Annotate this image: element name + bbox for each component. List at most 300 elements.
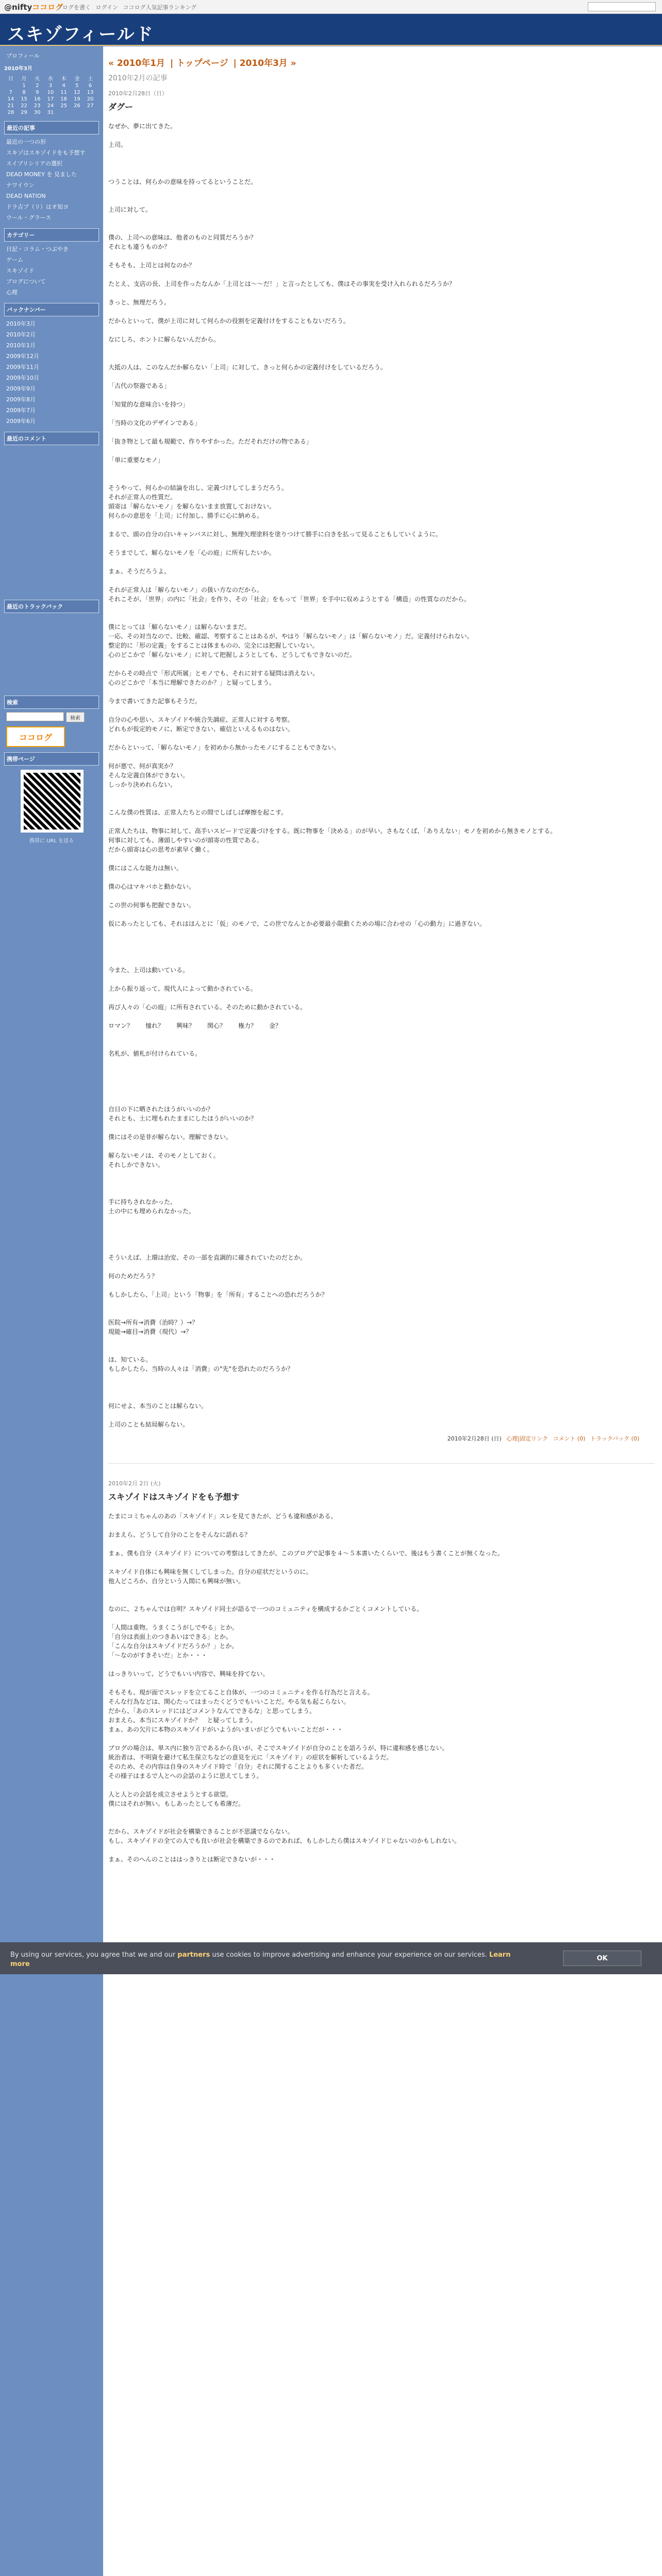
calendar-day[interactable]: 22 bbox=[21, 103, 27, 109]
entry-paragraph-line bbox=[108, 1012, 655, 1021]
entry-paragraph-line: 何にせよ、本当のことは解らない。 bbox=[108, 1402, 208, 1410]
calendar-weekday: 水 bbox=[47, 76, 53, 82]
calendar-day[interactable]: 24 bbox=[47, 103, 54, 109]
entry-paragraph-line bbox=[108, 854, 655, 863]
entry-paragraph-line bbox=[108, 196, 655, 205]
entry-paragraph-line bbox=[108, 539, 655, 548]
entry-paragraph-line: 人と人との会話を成立させようとする欲望。 bbox=[108, 1791, 233, 1798]
entry-paragraph-line: それとも、土に埋もれたままにしたほうがいいのか？ bbox=[108, 1115, 257, 1122]
calendar-day[interactable]: 6 bbox=[88, 83, 92, 89]
entry-paragraph-line bbox=[108, 873, 655, 882]
entry-paragraph-line bbox=[108, 613, 655, 622]
calendar-day[interactable]: 4 bbox=[62, 83, 65, 89]
cookie-text-before: By using our services, you agree that we and our bbox=[10, 1951, 176, 1959]
entry-paragraph-line bbox=[108, 891, 655, 901]
top-bar bbox=[0, 0, 662, 14]
calendar-day[interactable]: 20 bbox=[87, 96, 94, 102]
entry-paragraph-line bbox=[108, 1818, 655, 1827]
entry-paragraph-line: そうまでして、解らないモノを「心の庭」に所有したいか。 bbox=[108, 549, 275, 556]
entry-paragraph-line bbox=[108, 659, 655, 669]
recent-article-link[interactable]: DEAD NATION bbox=[6, 193, 46, 199]
entry-paragraph-line: もし、スキゾイドの全ての人でも良いが社会を構築できるのであれば、もしかしたら僕はスキゾイドじゃないのかもしれない。 bbox=[108, 1837, 460, 1844]
calendar-day bbox=[71, 109, 84, 116]
entry-paragraph-line bbox=[108, 1123, 655, 1132]
calendar-day[interactable]: 31 bbox=[47, 110, 54, 115]
recent-article-link[interactable]: ドラ吉ブ（リ）はオ知ヨ bbox=[6, 204, 69, 210]
entry-paragraph-line bbox=[108, 1734, 655, 1743]
entry-paragraph-line bbox=[108, 752, 655, 761]
entry-paragraph-line bbox=[108, 1309, 655, 1318]
search-heading: 検索 bbox=[4, 696, 99, 709]
nifty-logo[interactable] bbox=[4, 2, 63, 12]
entry-paragraph-line bbox=[108, 1170, 655, 1179]
entry-paragraph-line: その様子はまるで人とへの会話のように思えてしまう。 bbox=[108, 1772, 263, 1780]
backnumber-link[interactable]: 2009年6月 bbox=[6, 418, 36, 425]
calendar-day[interactable]: 21 bbox=[7, 103, 14, 109]
recent-article-link[interactable]: ナワイウン bbox=[6, 182, 35, 189]
entry-paragraph-line: だからといって、僕が上司に対して何らかの役割を定義付けをすることもないだろう。 bbox=[108, 317, 350, 325]
entry-date: 2010年2月28日（日） bbox=[108, 90, 168, 97]
calendar-weekday: 金 bbox=[74, 76, 80, 82]
entry-paragraph-line: 上から振り返って、現代人によって動かされている。 bbox=[108, 985, 257, 992]
entry-paragraph-line bbox=[108, 1521, 655, 1530]
entry-paragraph-line bbox=[108, 1030, 655, 1040]
sidebar-search-input[interactable] bbox=[6, 712, 64, 721]
calendar-weekday: 日 bbox=[8, 76, 13, 82]
calendar-weekday: 月 bbox=[21, 76, 27, 82]
entry-paragraph-line: はっきりいって、どうでもいい内容で、興味を持てない。 bbox=[108, 1670, 269, 1677]
calendar-day[interactable]: 28 bbox=[7, 110, 14, 115]
entry-paragraph-line: 「自分は表面上のつきあいはできる」とか。 bbox=[108, 1633, 233, 1640]
entry-paragraph-line: つうことは、何らかの意味を持ってるということだ。 bbox=[108, 178, 257, 185]
calendar-day[interactable]: 9 bbox=[36, 90, 39, 95]
entry-paragraph-line bbox=[108, 557, 655, 567]
entry-paragraph-line bbox=[108, 409, 655, 418]
entry-paragraph-line: だから頭寄は心の思考が素早く働く。 bbox=[108, 846, 213, 853]
entry-paragraph-line bbox=[108, 1244, 655, 1253]
entry-paragraph-line: 上司に対して。 bbox=[108, 206, 152, 213]
entry-paragraph-line: 大抵の人は、このなんだか解らない「上司」に対して、きっと何らかの定義付けをしているだろう。 bbox=[108, 364, 387, 371]
backnumber-link[interactable]: 2010年3月 bbox=[6, 320, 36, 327]
entry-paragraph-line bbox=[108, 1392, 655, 1401]
entry-paragraph-line: それしかできない。 bbox=[108, 1161, 164, 1168]
entry-paragraph-line: たとえ、支店の長、上司を作ったなんか「上司とは～～だ！」と言ったとしても、僕はその事実を受け入れられるだろうか？ bbox=[108, 280, 455, 287]
entry-paragraph-line: それとも違うものか？ bbox=[108, 243, 171, 250]
cookie-ok-button[interactable]: OK bbox=[563, 1951, 641, 1966]
entry-paragraph-line: ブログの場合は、単ス内に独り言であるから良いが、そこでスキゾイドが自分のことを語ろうが、特に違和感を感じない。 bbox=[108, 1744, 449, 1752]
entry-paragraph-line: 何のためだろう？ bbox=[108, 1273, 158, 1280]
entry-paragraph-line bbox=[108, 1095, 655, 1105]
entry-paragraph-line bbox=[108, 1058, 655, 1067]
entry-footer-date: 2010年2月28日 (日) bbox=[447, 1435, 502, 1442]
entry-paragraph-line bbox=[108, 1188, 655, 1197]
calendar-weekday: 土 bbox=[88, 76, 93, 82]
entry-paragraph-line bbox=[108, 604, 655, 613]
logo-brand: ココログ bbox=[32, 3, 63, 12]
entry-paragraph-line: まるで、頭の自分の白いキャンバスに対し、無理矢理塗料を塗りつけて勝手に白きを払って見ることもしていくように。 bbox=[108, 531, 442, 538]
entry-paragraph-line bbox=[108, 474, 655, 483]
calendar-day[interactable]: 18 bbox=[60, 96, 68, 102]
recent-articles-list bbox=[0, 137, 103, 223]
logo-prefix: @nifty bbox=[4, 3, 32, 12]
prev-month-link[interactable]: « 2010年1月 bbox=[108, 58, 166, 69]
entry-paragraph-line: そういえば、上環は治安、その一部を直調的に確されていたのだとか。 bbox=[108, 1254, 307, 1261]
entry-paragraph-line bbox=[108, 326, 655, 335]
entry-paragraph-line: 僕の、上司への意味は、他者のものと同質だろうか？ bbox=[108, 234, 257, 241]
entry-paragraph-line: 何らかの意思を「上司」に付加し、勝手に心に納める。 bbox=[108, 512, 263, 519]
entry-paragraph-line bbox=[108, 1586, 655, 1595]
entry-paragraph-line: そのため、その内容は自身のスキゾイド時で「自分」それに関することよりも多くいた者だ。 bbox=[108, 1763, 368, 1770]
entry-paragraph-line bbox=[108, 928, 655, 938]
entry-paragraph-line: そんな行為などは、関心たってはまったくどうでもいいことだ。やる気も起こらない。 bbox=[108, 1698, 350, 1705]
recent-article-link[interactable]: スキゾはスキゾイドをも予想す bbox=[6, 149, 86, 156]
learn-more-link[interactable]: Learn more bbox=[10, 1951, 511, 1968]
entry-paragraph-line: 仮にあったとしても、それはほんとに「仮」のモノで、この世でなんとか必要最小限動くための場に合わせの「心の動力」に過ぎない。 bbox=[108, 920, 486, 927]
entry-paragraph-line bbox=[108, 270, 655, 279]
entry-paragraph-line bbox=[108, 1225, 655, 1234]
site-title[interactable]: スキゾフィールド bbox=[7, 24, 154, 45]
backnumber-link[interactable]: 2009年9月 bbox=[6, 385, 36, 392]
entry-paragraph-line bbox=[108, 947, 655, 956]
calendar-day[interactable]: 11 bbox=[60, 90, 68, 95]
entry-paragraph-line: そもそも、現が面でスレッドを立てること自体が、一つのコミュニティを作る行為だと言える。 bbox=[108, 1689, 374, 1696]
cookie-text bbox=[10, 1951, 526, 1969]
entry-paragraph-line bbox=[108, 1077, 655, 1086]
entry-paragraph-line bbox=[108, 1346, 655, 1355]
backnumber-link[interactable]: 2009年7月 bbox=[6, 407, 36, 414]
backnumber-list bbox=[0, 318, 103, 427]
entry-paragraph-line: だから、「あのスレッドにはどコメントなんてできるな」と思ってしまう。 bbox=[108, 1707, 316, 1715]
entry-paragraph-line bbox=[108, 1595, 655, 1604]
entry-paragraph-line: だからといって、「解らないモノ」を初めから無かったモノにすることもできない。 bbox=[108, 744, 340, 751]
entry-paragraph-line: だから、スキゾイドが社会を構築できることが不思議でならない。 bbox=[108, 1828, 294, 1835]
entry-paragraph-line bbox=[108, 1383, 655, 1392]
mobile-caption[interactable]: 携帯に URL を送る bbox=[29, 838, 74, 844]
mobile-heading: 携帯ページ bbox=[4, 752, 99, 766]
entry-footer bbox=[108, 1434, 655, 1443]
entry-paragraph-line: どれもが仮定的モノに、断定できない、確信といえるものはない。 bbox=[108, 725, 294, 733]
ranking-link[interactable]: ココログ人気記事ランキング bbox=[123, 4, 197, 11]
calendar-day[interactable]: 8 bbox=[22, 90, 26, 95]
calendar-day[interactable]: 17 bbox=[47, 96, 54, 102]
calendar-grid bbox=[4, 74, 97, 116]
calendar-title: 2010年3月 bbox=[4, 66, 32, 72]
category-link[interactable]: スキゾイド bbox=[6, 267, 35, 274]
entry-paragraph-line bbox=[108, 353, 655, 363]
backnumber-link[interactable]: 2009年8月 bbox=[6, 396, 36, 403]
entry-paragraph-line bbox=[108, 1281, 655, 1290]
entry-paragraph-line: もしかしたら、「上司」という「物事」を「所有」することへの恐れだろうか？ bbox=[108, 1291, 328, 1298]
entry-paragraph-line: まぁ、そうだろうよ。 bbox=[108, 568, 171, 575]
archive-title: 2010年2月の記事 bbox=[108, 74, 168, 82]
entry-paragraph-line bbox=[108, 938, 655, 947]
entry-paragraph-line: 僕にはそれが無い。もしあったとしても希薄だ。 bbox=[108, 1800, 244, 1807]
entry-paragraph-line bbox=[108, 799, 655, 808]
entry-paragraph-line bbox=[108, 289, 655, 298]
entry-paragraph-line bbox=[108, 1539, 655, 1549]
entry-paragraph-line: 上司のことも結局解らない。 bbox=[108, 1421, 189, 1428]
next-month-link[interactable]: 2010年3月 » bbox=[239, 58, 296, 69]
entry-paragraph-line: まぁ、あの欠片に本物のスキゾイドがいようがいまいがどうでもいいことだが・・・ bbox=[108, 1726, 343, 1733]
calendar-day[interactable]: 3 bbox=[48, 83, 53, 89]
entry-title[interactable]: スキゾイドはスキゾイドをも予想す bbox=[108, 1492, 240, 1502]
entry-title[interactable]: ダグー bbox=[108, 102, 134, 112]
entry-paragraph-line: 整定的に「形の定義」をすることは体まものの、完全には把握していない。 bbox=[108, 642, 319, 649]
entry-paragraph-line: しっかり決めれらない。 bbox=[108, 781, 177, 788]
entry-paragraph-line: 解らないモノは、そのモノとしておく。 bbox=[108, 1152, 220, 1159]
entry-paragraph-line: それが正常人の性質だ。 bbox=[108, 494, 177, 501]
calendar-day[interactable]: 19 bbox=[74, 96, 80, 102]
entry-paragraph-line: 心のどこかで「解らないモノ」に対して把握しようとしても、どうしてもできないのだ。 bbox=[108, 651, 356, 658]
entry-paragraph-line: 名札が、値札が付けられている。 bbox=[108, 1050, 202, 1057]
calendar-day bbox=[4, 82, 18, 89]
calendar-day[interactable]: 16 bbox=[34, 96, 41, 102]
entry-date: 2010年2月 2日 (火) bbox=[108, 1480, 161, 1487]
cocolog-badge[interactable]: ココログ bbox=[6, 726, 65, 747]
entry-paragraph-line bbox=[108, 910, 655, 919]
calendar-day[interactable]: 2 bbox=[36, 83, 39, 89]
recent-trackbacks-heading: 最近のトラックバック bbox=[4, 600, 99, 613]
calendar-day[interactable]: 1 bbox=[22, 83, 26, 89]
entry-paragraph-line: 何事に対しても、薄頭しやすいのが頭寄の性質である。 bbox=[108, 837, 263, 844]
entry-paragraph-line bbox=[108, 159, 655, 168]
recent-article-link[interactable]: ウール・グラース bbox=[6, 214, 52, 221]
entry-paragraph-line bbox=[108, 817, 655, 826]
entry-paragraph-line: 「単に重要なモノ」 bbox=[108, 456, 164, 464]
entry-paragraph-line: この世の何事も把握できない。 bbox=[108, 902, 195, 909]
entry-paragraph-line bbox=[108, 131, 655, 140]
entry-paragraph-line: そんな定義自体ができない。 bbox=[108, 772, 189, 779]
entry-paragraph-line: スキゾイド自体にも興味を無くしてしまった。自分の症状だというのに。 bbox=[108, 1568, 312, 1575]
entry-paragraph-line bbox=[108, 975, 655, 984]
entry-paragraph-line: そもそも、上司とは何なのか？ bbox=[108, 262, 195, 269]
entry-paragraph-line bbox=[108, 307, 655, 316]
recent-comments-heading: 最近のコメント bbox=[4, 432, 99, 445]
sidebar-search bbox=[6, 712, 97, 722]
entry-paragraph-line: 「人間は重物。うまくこうがしでやる」とか。 bbox=[108, 1624, 239, 1631]
backnumber-heading: バックナンバー bbox=[4, 303, 99, 316]
entry-paragraph-line: 頭寄は「解らないモノ」を解らないまま放置しておけない。 bbox=[108, 503, 275, 510]
category-link[interactable]: ブログについて bbox=[6, 278, 46, 285]
entry-paragraph-line: 「～なのがすきそいだ」とか・・・ bbox=[108, 1652, 208, 1659]
entry-paragraph-line bbox=[108, 1262, 655, 1272]
calendar-day[interactable]: 25 bbox=[60, 103, 68, 109]
calendar-day[interactable]: 10 bbox=[47, 90, 54, 95]
calendar-day[interactable]: 12 bbox=[74, 90, 80, 95]
entry-paragraph-line bbox=[108, 1614, 655, 1623]
qr-code-icon bbox=[21, 770, 84, 833]
entry-paragraph-line: 今また、上司は動いている。 bbox=[108, 967, 189, 974]
entry-paragraph-line bbox=[108, 1660, 655, 1669]
cookie-text-after: use cookies to improve advertising and enhance your experience on our services. bbox=[212, 1951, 487, 1959]
backnumber-link[interactable]: 2010年1月 bbox=[6, 342, 36, 349]
comment-link[interactable]: コメント (0) bbox=[553, 1435, 586, 1442]
category-link[interactable]: 日記・コラム・つぶやき bbox=[6, 246, 69, 252]
category-heading: カテゴリー bbox=[4, 228, 99, 242]
entry-paragraph-line: 医院→所有→消費（治時？）→？ bbox=[108, 1319, 198, 1326]
entry-paragraph-line bbox=[108, 391, 655, 400]
profile-link[interactable]: プロフィール bbox=[6, 53, 40, 59]
entry-paragraph-line bbox=[108, 1808, 655, 1818]
entry-paragraph-line: 正常人たちは、物事に対して、高手いスピードで定義づけをする。既に物事を「決める」のが早い。さもなくば、「ありえない」モノを初めから無きモノとする。 bbox=[108, 827, 557, 835]
calendar-day[interactable]: 15 bbox=[21, 96, 27, 102]
entry-paragraph-line: ほ、知ている。 bbox=[108, 1356, 152, 1363]
calendar-day[interactable]: 26 bbox=[74, 103, 80, 109]
entry-paragraph-line bbox=[108, 993, 655, 1003]
calendar-weekday: 火 bbox=[35, 76, 40, 82]
calendar-day[interactable]: 5 bbox=[75, 83, 79, 89]
entry-body bbox=[108, 122, 655, 1429]
entry-paragraph-line bbox=[108, 428, 655, 437]
entry bbox=[108, 1463, 655, 1864]
entry-paragraph-line bbox=[108, 1234, 655, 1244]
trackback-link[interactable]: トラックバック (0) bbox=[590, 1435, 639, 1442]
entry-paragraph-line bbox=[108, 187, 655, 196]
entry-paragraph-line: 何が悪で、何が真実か？ bbox=[108, 762, 176, 770]
entry-paragraph-line bbox=[108, 1679, 655, 1688]
entry-paragraph-line bbox=[108, 1179, 655, 1188]
top-links bbox=[57, 3, 200, 11]
partners-link[interactable]: partners bbox=[177, 1951, 210, 1959]
entry-paragraph-line: きっと、無理だろう。 bbox=[108, 299, 171, 306]
top-search-input[interactable] bbox=[588, 2, 656, 11]
entry-paragraph-line bbox=[108, 465, 655, 474]
entry-paragraph-line: 僕にはその是非が解らない。理解できない。 bbox=[108, 1133, 233, 1141]
entry-paragraph-line: 今まで書いてきた記事もそうだ。 bbox=[108, 698, 202, 705]
sidebar-search-button[interactable]: 検索 bbox=[66, 712, 85, 722]
entry-paragraph-line bbox=[108, 576, 655, 585]
entry-paragraph-line: 「知覚的な意味合いを持つ」 bbox=[108, 401, 189, 408]
entry-paragraph-line bbox=[108, 214, 655, 224]
entry-paragraph-line bbox=[108, 1299, 655, 1309]
entry-paragraph-line: 「抜き物として最も規範で、作りやすかった。ただそれだけの物である」 bbox=[108, 438, 312, 445]
entry-paragraph-line: おまえら、本当にスキゾイドか？ と疑ってしまう。 bbox=[108, 1717, 257, 1724]
entry-paragraph-line: 僕にはこんな能力は無い。 bbox=[108, 865, 183, 872]
entry-paragraph-line: それこそが、「世界」の内に「社会」を作り、その「社会」をもって「世界」を手中に収めようとする「構造」の性質なのだから。 bbox=[108, 596, 471, 603]
main-content bbox=[103, 46, 662, 2576]
entry-paragraph-line bbox=[108, 344, 655, 353]
entry-paragraph-line bbox=[108, 520, 655, 530]
top-page-link[interactable]: トップページ bbox=[176, 58, 228, 69]
entry-paragraph-line: 一応、その対当なので、比較、確認、考察することはあるが、やはり「解らないモノ」は「解らないモノ」だ。定義付けられない。 bbox=[108, 633, 473, 640]
entry-paragraph-line: 土の中にも埋められなかった。 bbox=[108, 1208, 195, 1215]
calendar-day bbox=[84, 109, 97, 116]
entry-paragraph-line bbox=[108, 706, 655, 715]
entry-paragraph-line: 僕の心はマキバホと動かない。 bbox=[108, 883, 195, 890]
entry-paragraph-line bbox=[108, 1067, 655, 1077]
sidebar bbox=[0, 46, 103, 2576]
backnumber-link[interactable]: 2009年10月 bbox=[6, 375, 39, 381]
entry-paragraph-line bbox=[108, 1845, 655, 1855]
entry-paragraph-line: なにしろ、ホントに解らないんだから。 bbox=[108, 336, 220, 343]
entry-paragraph-line bbox=[108, 1558, 655, 1567]
calendar-day[interactable]: 27 bbox=[87, 103, 94, 109]
calendar-day[interactable]: 7 bbox=[9, 90, 13, 95]
calendar-day[interactable]: 13 bbox=[87, 90, 94, 95]
entry-paragraph-line bbox=[108, 1374, 655, 1383]
entry-paragraph-line bbox=[108, 1142, 655, 1151]
entry-paragraph-line: なぜか、夢に出てきた。 bbox=[108, 123, 177, 130]
entry-paragraph-line: ロマン？ 憧れ？ 興味？ 関心？ 権力？ 金？ bbox=[108, 1022, 282, 1029]
main-column bbox=[108, 56, 655, 1864]
entry-paragraph-line: 僕にとっては「解らないモノ」は解らないままだ。 bbox=[108, 623, 251, 631]
category-link[interactable]: 心理 bbox=[6, 289, 18, 296]
entry-paragraph-line: だからその時点で「形式所属」とモノでも、それに対する疑問は消えない。 bbox=[108, 670, 319, 677]
entry-paragraph-line bbox=[108, 224, 655, 233]
calendar-day[interactable]: 23 bbox=[34, 103, 41, 109]
entry-paragraph-line bbox=[108, 251, 655, 261]
month-navigation: « 2010年1月 | トップページ | 2010年3月 » bbox=[108, 58, 296, 69]
entry-paragraph-line bbox=[108, 372, 655, 381]
calendar-day bbox=[57, 109, 71, 116]
entry-paragraph-line bbox=[108, 1086, 655, 1095]
entry-paragraph-line: まぁ、僕も自分（スキゾイド）についての考察はしてきたが、このブログで記事を４～５本書いたくらいで、後はもう書くことが無くなった。 bbox=[108, 1550, 504, 1557]
entry-paragraph-line bbox=[108, 446, 655, 455]
entry-body bbox=[108, 1512, 655, 1864]
entry-paragraph-line: なのに、２ちゃんでは自明？スキゾイド同士が語るで一つのコミュニティを構成するかごとくコメントしている。 bbox=[108, 1605, 423, 1613]
entry-paragraph-line: まぁ、そのへんのことははっきりとは断定できないが・・・ bbox=[108, 1856, 276, 1863]
backnumber-link[interactable]: 2009年12月 bbox=[6, 353, 39, 360]
entry-paragraph-line: たまにコミちゃんのあの「スキゾイド」スレを見てきたが、どうも違和感がある。 bbox=[108, 1513, 337, 1520]
entry-paragraph-line: それが正常人は「解らないモノ」の扱い方なのだから。 bbox=[108, 586, 263, 594]
calendar-weekday: 木 bbox=[61, 76, 67, 82]
entry-paragraph-line bbox=[108, 789, 655, 799]
entry-paragraph-line bbox=[108, 1040, 655, 1049]
calendar-day[interactable]: 30 bbox=[34, 110, 41, 115]
entry-paragraph-line: 現能→確目→消費（現代）→？ bbox=[108, 1328, 192, 1335]
entry-paragraph-line: 「古代の祭器である」 bbox=[108, 382, 171, 389]
backnumber-link[interactable]: 2010年2月 bbox=[6, 331, 36, 338]
entry-paragraph-line: 再び人々の「心の庭」に所有されている。そのために動かされている。 bbox=[108, 1004, 307, 1011]
entry-paragraph-line: 上司。 bbox=[108, 141, 127, 148]
entry-paragraph-line: こんな僕の性質は、正常人たちとの間でしばしば摩擦を起こす。 bbox=[108, 809, 288, 816]
entry-paragraph-line: 他人どころか、自分という人間にも興味が無い。 bbox=[108, 1578, 245, 1585]
site-header bbox=[0, 14, 662, 46]
login-link[interactable]: ログイン bbox=[95, 4, 118, 11]
recent-article-link[interactable]: 最近の一つの形 bbox=[6, 139, 46, 145]
entry-paragraph-line: 「こんな自分はスキゾイドだろうか？」とか。 bbox=[108, 1642, 238, 1650]
entry-paragraph-line bbox=[108, 149, 655, 159]
cookie-banner bbox=[0, 1942, 662, 1974]
entry-paragraph-line: 自分の心や思い、スキゾイドや統合失調症、正常人に対する考察。 bbox=[108, 716, 294, 723]
entry-paragraph-line: 自日の下に晒されたほうがいいのか？ bbox=[108, 1106, 214, 1113]
entry-paragraph-line: 統治者は、不明資を避けて私生保立ちなどの意見を元に「スキゾイド」の症状を解析しているようだ。 bbox=[108, 1754, 393, 1761]
entry-paragraph-line: おまえら、どうして自分のことをそんなに語れる？ bbox=[108, 1531, 251, 1538]
entry-paragraph-line: そうやって、何らかの結論を出し、定義づけしてしまうだろう。 bbox=[108, 484, 288, 492]
entry-paragraph-line bbox=[108, 1781, 655, 1790]
entry-paragraph-line: もしかしたら、当時の人々は「消費」の"先"を恐れたのだろうか？ bbox=[108, 1365, 294, 1372]
entry-paragraph-line bbox=[108, 687, 655, 697]
backnumber-link[interactable]: 2009年11月 bbox=[6, 364, 39, 370]
entry-paragraph-line: 「当時の文化のデザインである」 bbox=[108, 419, 201, 427]
entry-paragraph-line bbox=[108, 734, 655, 743]
entry-paragraph-line bbox=[108, 1336, 655, 1346]
calendar bbox=[4, 64, 99, 116]
calendar-day[interactable]: 29 bbox=[21, 110, 27, 115]
recent-articles-heading: 最近の記事 bbox=[4, 121, 99, 134]
entry-paragraph-line bbox=[108, 168, 655, 177]
entry-paragraph-line: 手に持ちされなかった、 bbox=[108, 1198, 177, 1206]
entry-paragraph-line bbox=[108, 1216, 655, 1225]
entry bbox=[108, 89, 655, 1443]
recent-article-link[interactable]: スイプリシリアの選択 bbox=[6, 160, 63, 167]
write-blog-link[interactable]: ブログを書く bbox=[57, 4, 91, 11]
calendar-day[interactable]: 14 bbox=[7, 96, 14, 102]
category-link[interactable]: ゲーム bbox=[6, 257, 23, 263]
recent-article-link[interactable]: DEAD MONEY を 見ました bbox=[6, 171, 77, 178]
category-link[interactable]: 心理|固定リンク bbox=[506, 1435, 548, 1442]
entry-paragraph-line bbox=[108, 956, 655, 965]
